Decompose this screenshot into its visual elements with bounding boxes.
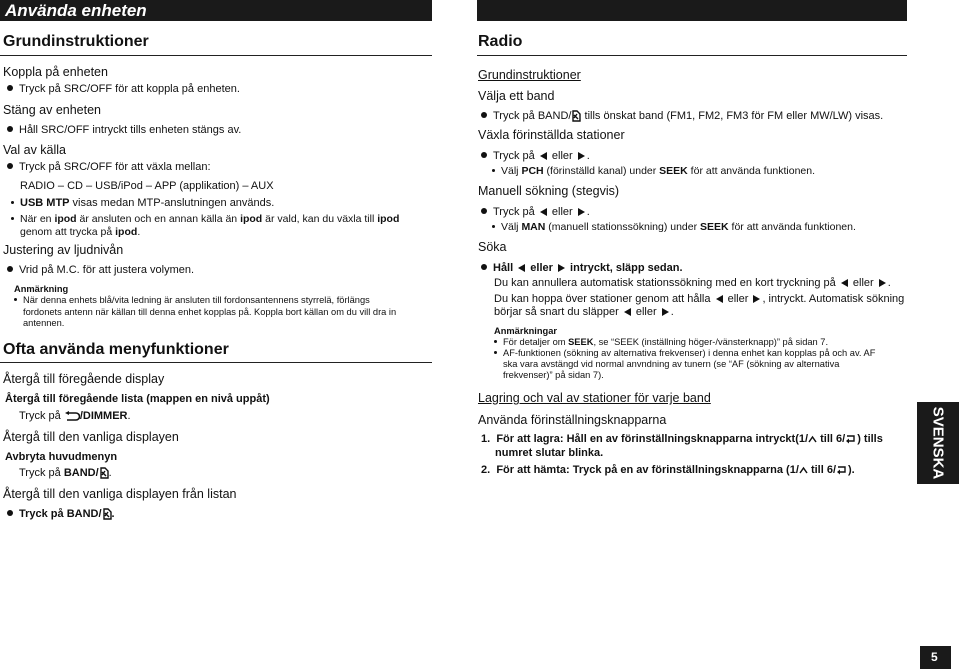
volume-note-cont2: antennen.: [23, 318, 65, 328]
language-tab: SVENSKA: [917, 402, 959, 484]
divider: [477, 55, 907, 56]
manual-note: Välj MAN (manuell stationssökning) under SEEK för att använda funktionen.: [492, 221, 856, 233]
divider: [0, 55, 432, 56]
volume-note-cont: fordonets antenn när källan till denna enhet kopplas på. Koppla bort källan om du vill dra in: [23, 307, 397, 317]
dot-icon: [11, 201, 14, 204]
heading-seek: Söka: [478, 240, 507, 254]
preset-step-1-cont: numret slutar blinka.: [495, 447, 604, 459]
up-chevron-icon: [799, 466, 808, 475]
band-phone-icon: [102, 508, 112, 520]
bullet-icon: [7, 163, 13, 169]
dot-icon: [494, 351, 497, 354]
left-triangle-icon: [540, 208, 547, 216]
heading-from-list: Återgå till den vanliga displayen från listan: [3, 487, 237, 501]
source-usb-note: USB MTP visas medan MTP-anslutningen används.: [11, 197, 274, 209]
bullet-icon: [7, 510, 13, 516]
heading-preset: Växla förinställda stationer: [478, 128, 625, 142]
dot-icon: [11, 217, 14, 220]
heading-cancel-menu: Avbryta huvudmenyn: [5, 451, 118, 463]
heading-band: Välja ett band: [478, 89, 555, 103]
right-triangle-icon: [662, 308, 669, 316]
seek-note-1: För detaljer om SEEK, se “SEEK (inställning höger-/vänsterknapp)” på sidan 7.: [494, 337, 828, 347]
notes-label: Anmärkningar: [494, 326, 558, 336]
back-arrow-icon: [64, 411, 80, 422]
from-list-instruction: Tryck på BAND/ .: [7, 508, 115, 520]
source-ipod-note: När en ipod är ansluten och en annan källa än ipod är vald, kan du växla till ipod: [11, 213, 399, 225]
preset-step-1: 1. För att lagra: Håll en av förinställningsknapparna intryckt(1/ till 6/ ) tills: [481, 433, 883, 445]
dot-icon: [14, 298, 17, 301]
manual-instruction: Tryck på eller .: [481, 206, 590, 218]
bullet-icon: [7, 126, 13, 132]
seek-release-text: börjar så snart du släpper eller .: [494, 306, 674, 318]
band-instruction: Tryck på BAND/ tills önskat band (FM1, FM2, FM3 för FM eller MW/LW) visas.: [481, 110, 883, 122]
subsection-title: Grundinstruktioner: [478, 68, 581, 82]
section-title: Grundinstruktioner: [3, 33, 149, 50]
preset-instruction: Tryck på eller .: [481, 150, 590, 162]
header-bar: [0, 0, 432, 21]
heading-manual: Manuell sökning (stegvis): [478, 184, 620, 198]
source-instruction: Tryck på SRC/OFF för att växla mellan:: [7, 161, 211, 173]
menu-section-title: Ofta använda menyfunktioner: [3, 341, 229, 358]
return-arrow-icon: [845, 434, 857, 444]
right-triangle-icon: [879, 279, 886, 287]
bullet-icon: [7, 266, 13, 272]
seek-note-2-cont: ska vara avstängd vid normal anvndning av tunern (se “AF (sökning av alternativa: [503, 359, 840, 369]
left-triangle-icon: [518, 264, 525, 272]
left-triangle-icon: [624, 308, 631, 316]
radio-section-title: Radio: [478, 33, 523, 50]
page-header-title: Använda enheten: [5, 1, 147, 20]
power-on-instruction: Tryck på SRC/OFF för att koppla på enheten.: [7, 83, 240, 95]
heading-source: Val av källa: [3, 143, 66, 157]
cancel-instruction: Tryck på BAND/ .: [19, 467, 112, 479]
note-label: Anmärkning: [14, 284, 69, 294]
return-arrow-icon: [836, 465, 848, 475]
volume-note: När denna enhets blå/vita ledning är ansluten till fordonsantennens styrrelä, förlängs: [14, 295, 370, 305]
right-triangle-icon: [753, 295, 760, 303]
bullet-icon: [481, 152, 487, 158]
bullet-icon: [481, 208, 487, 214]
right-triangle-icon: [578, 208, 585, 216]
heading-preset-buttons: Använda förinställningsknapparna: [478, 413, 667, 427]
heading-prev-display: Återgå till föregående display: [3, 372, 165, 386]
page-number-box: [920, 646, 951, 669]
header-bar-right: [477, 0, 907, 21]
bullet-icon: [481, 264, 487, 270]
left-triangle-icon: [716, 295, 723, 303]
preset-step-2: 2. För att hämta: Tryck på en av förinställningsknapparna (1/ till 6/ ).: [481, 464, 855, 476]
right-triangle-icon: [578, 152, 585, 160]
dot-icon: [492, 169, 495, 172]
dot-icon: [492, 225, 495, 228]
band-phone-icon: [571, 110, 581, 122]
heading-volume: Justering av ljudnivån: [3, 243, 124, 257]
source-cycle: RADIO – CD – USB/iPod – APP (applikation) – AUX: [20, 180, 274, 192]
right-triangle-icon: [558, 264, 565, 272]
page-number: 5: [931, 650, 938, 664]
seek-note-2: AF-funktionen (sökning av alternativa frekvenser) i denna enhet kan kopplas på och av. AF: [494, 348, 875, 358]
left-triangle-icon: [841, 279, 848, 287]
up-chevron-icon: [808, 435, 817, 444]
preset-note: Välj PCH (förinställd kanal) under SEEK för att använda funktionen.: [492, 165, 815, 177]
divider: [0, 362, 432, 363]
source-ipod-note-cont: genom att trycka på ipod.: [20, 226, 141, 238]
heading-power-off: Stäng av enheten: [3, 103, 101, 117]
seek-cancel-text: Du kan annullera automatisk stationssökning med en kort tryckning på eller .: [494, 277, 891, 289]
bullet-icon: [481, 112, 487, 118]
dot-icon: [494, 340, 497, 343]
heading-normal-display: Återgå till den vanliga displayen: [3, 430, 179, 444]
left-triangle-icon: [540, 152, 547, 160]
power-off-instruction: Håll SRC/OFF intryckt tills enheten stängs av.: [7, 124, 241, 136]
heading-power-on: Koppla på enheten: [3, 65, 108, 79]
heading-prev-list: Återgå till föregående lista (mappen en nivå uppåt): [5, 393, 270, 405]
seek-skip-text: Du kan hoppa över stationer genom att hålla eller , intryckt. Automatisk sökning: [494, 293, 905, 305]
prev-list-instruction: Tryck på /DIMMER.: [19, 410, 131, 422]
band-phone-icon: [99, 467, 109, 479]
bullet-icon: [7, 85, 13, 91]
store-section-title: Lagring och val av stationer för varje band: [478, 391, 711, 405]
volume-instruction: Vrid på M.C. för att justera volymen.: [7, 264, 194, 276]
seek-note-2-cont2: frekvenser)” på sidan 7).: [503, 370, 604, 380]
seek-instruction: Håll eller intryckt, släpp sedan.: [481, 262, 683, 274]
